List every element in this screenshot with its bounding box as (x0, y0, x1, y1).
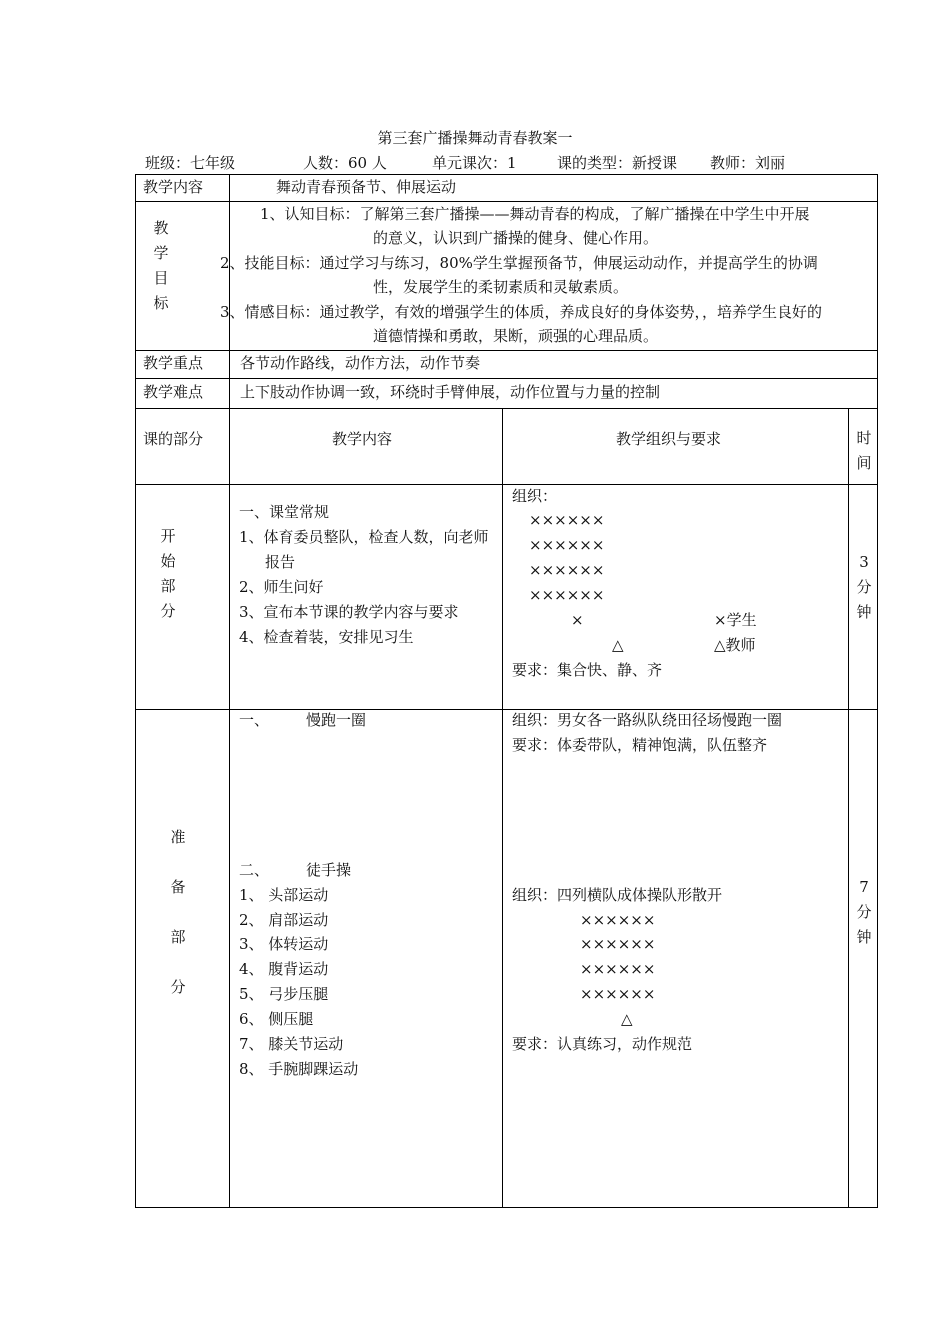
org-title: 组织： (512, 487, 558, 505)
column-divider (229, 174, 230, 1208)
goal-line: 1、认知目标：了解第三套广播操——舞动青春的构成，了解广播操在中学生中开展 (260, 205, 810, 223)
goals-label: 教 学 目 标 (153, 219, 169, 312)
difficulty-label: 教学难点 (143, 383, 204, 401)
exercise-name: 徒手操 (306, 861, 352, 879)
prep-time: 7 分 钟 (856, 878, 872, 946)
legend-teacher: △教师 (714, 636, 756, 654)
prep-part-label: 准 备 部 分 (170, 828, 186, 996)
key-value: 各节动作路线，动作方法，动作节奏 (240, 354, 481, 372)
formation-row: ×××××× (529, 561, 605, 579)
run-name: 慢跑一圈 (306, 711, 367, 729)
difficulty-value: 上下肢动作协调一致，环绕时手臂伸展，动作位置与力量的控制 (240, 383, 661, 401)
legend-student: ×学生 (714, 611, 757, 629)
run-organization: 组织：男女各一路纵队绕田径场慢跑一圈 (512, 711, 783, 729)
people-field: 人数：60 人 (303, 154, 387, 172)
list-item: 4、 腹背运动 (239, 960, 329, 978)
list-item: 7、 膝关节运动 (239, 1035, 344, 1053)
class-field: 班级：七年级 (145, 154, 236, 172)
org-requirement: 要求：认真练习，动作规范 (512, 1035, 693, 1053)
list-item: 1、 头部运动 (239, 886, 329, 904)
content-value: 舞动青春预备节、伸展运动 (276, 178, 457, 196)
teacher-field: 教师：刘丽 (710, 154, 786, 172)
list-item: 2、师生问好 (239, 578, 324, 596)
lesson-type-field: 课的类型：新授课 (557, 154, 678, 172)
list-item: 一、课堂常规 (239, 503, 330, 521)
list-item: 5、 弓步压腿 (239, 985, 329, 1003)
class-info-line (145, 152, 885, 172)
row-divider (135, 408, 878, 409)
column-divider (502, 408, 503, 1208)
list-item: 8、 手腕脚踝运动 (239, 1060, 359, 1078)
exercise-number: 二、 (239, 861, 270, 879)
goal-line: 道德情操和勇敢，果断，顽强的心理品质。 (373, 327, 659, 345)
formation-row: ×××××× (580, 935, 656, 953)
goal-line: 性，发展学生的柔韧素质和灵敏素质。 (373, 278, 629, 296)
goal-line: 3、情感目标：通过教学，有效的增强学生的体质，养成良好的身体姿势，，培养学生良好的 (220, 303, 823, 321)
unit-field: 单元课次：1 (432, 154, 517, 172)
list-item: 报告 (265, 553, 296, 571)
list-item: 3、宣布本节课的教学内容与要求 (239, 603, 459, 621)
header-part: 课的部分 (143, 430, 204, 448)
content-label: 教学内容 (143, 178, 204, 196)
header-org: 教学组织与要求 (616, 430, 722, 448)
goal-line: 的意义，认识到广播操的健身、健心作用。 (373, 229, 659, 247)
list-item: 4、检查着装，安排见习生 (239, 628, 414, 646)
list-item: 1、体育委员整队，检查人数，向老师 (239, 528, 489, 546)
list-item: 6、 侧压腿 (239, 1010, 314, 1028)
student-symbol: × (571, 611, 584, 629)
list-item: 3、 体转运动 (239, 935, 329, 953)
run-number: 一、 (239, 711, 270, 729)
formation-row: ×××××× (529, 536, 605, 554)
goal-line: 2、技能目标：通过学习与练习，80%学生掌握预备节，伸展运动动作，并提高学生的协调 (220, 254, 818, 272)
header-content: 教学内容 (332, 430, 393, 448)
key-label: 教学重点 (143, 354, 204, 372)
formation-row: ×××××× (580, 985, 656, 1003)
row-divider (135, 378, 878, 379)
org-title: 组织：四列横队成体操队形散开 (512, 886, 723, 904)
column-divider (848, 408, 849, 1208)
formation-row: ×××××× (529, 586, 605, 604)
formation-row: ×××××× (580, 911, 656, 929)
list-item: 2、 肩部运动 (239, 911, 329, 929)
document-title: 第三套广播操舞动青春教案一 (377, 129, 573, 147)
header-time: 时 间 (856, 429, 872, 472)
teacher-symbol: △ (612, 636, 624, 654)
teacher-symbol: △ (621, 1010, 633, 1028)
run-requirement: 要求：体委带队，精神饱满，队伍整齐 (512, 736, 768, 754)
formation-row: ×××××× (580, 960, 656, 978)
start-time: 3 分 钟 (856, 553, 872, 621)
org-requirement: 要求：集合快、静、齐 (512, 661, 663, 679)
start-part-label: 开 始 部 分 (160, 527, 176, 620)
row-divider (135, 484, 878, 485)
formation-row: ×××××× (529, 511, 605, 529)
